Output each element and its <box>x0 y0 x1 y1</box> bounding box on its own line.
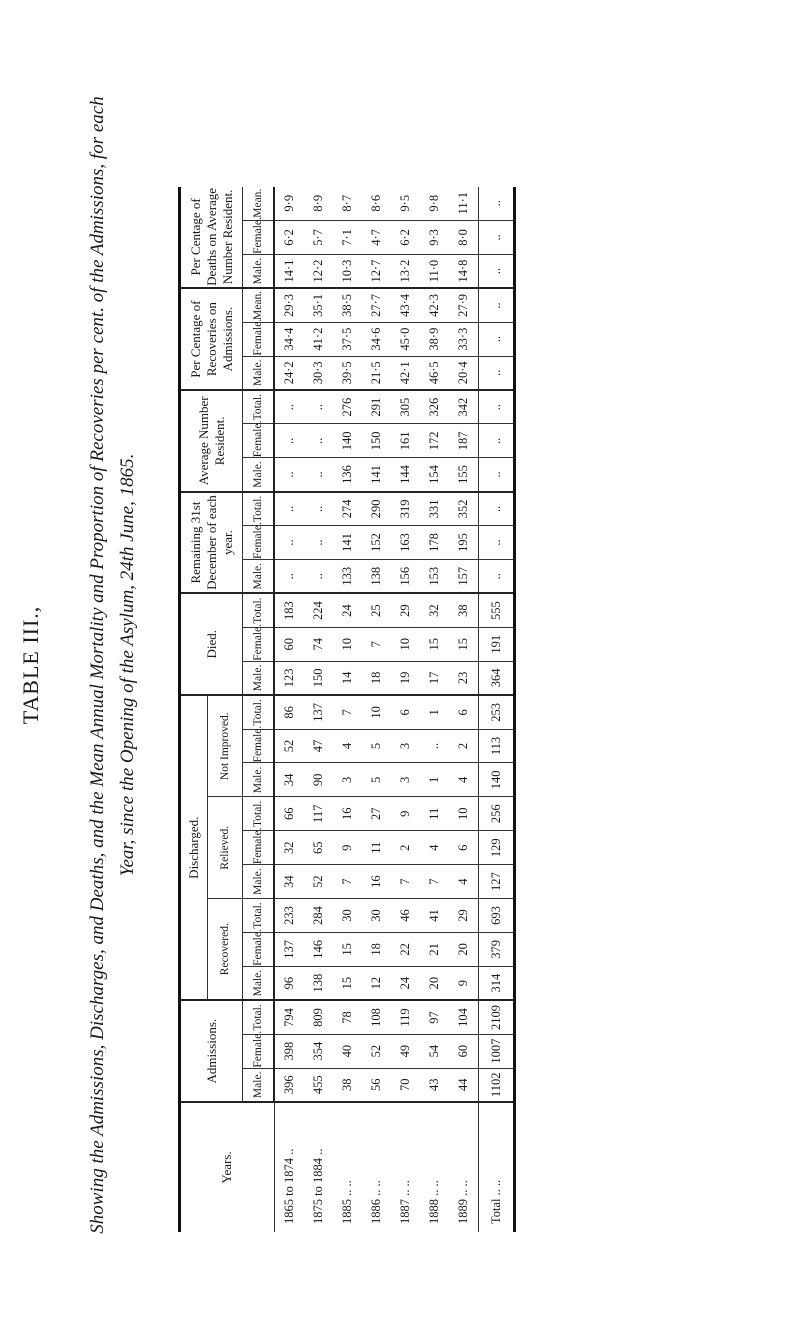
col-male: Male. <box>243 560 275 594</box>
value-cell: 30 <box>362 899 391 933</box>
col-female: Female. <box>243 1034 275 1068</box>
value-cell: 152 <box>362 526 391 560</box>
value-cell: 38 <box>449 593 479 627</box>
value-cell: 34·6 <box>362 322 391 356</box>
value-cell: 163 <box>391 526 420 560</box>
value-cell: 78 <box>333 1000 362 1034</box>
value-cell: 4 <box>420 831 449 865</box>
value-cell: 52 <box>304 865 333 899</box>
value-cell: 7 <box>391 865 420 899</box>
value-cell: .. <box>274 526 304 560</box>
value-cell: 314 <box>479 966 515 1000</box>
value-cell: 113 <box>479 729 515 763</box>
value-cell: 178 <box>420 526 449 560</box>
table-subtitle-line-1: Showing the Admissions, Discharges, and Deaths, and the Mean Annual Mortality and Proportion of Recoveries per cent. of the Admissions, for each <box>87 96 108 1234</box>
value-cell: 6·2 <box>391 220 420 254</box>
value-cell: .. <box>274 458 304 492</box>
value-cell: 24 <box>333 593 362 627</box>
value-cell: 74 <box>304 627 333 661</box>
died-header: Died. <box>180 593 243 695</box>
table-row <box>449 85 479 1233</box>
value-cell: 52 <box>362 1034 391 1068</box>
col-total: Total. <box>243 797 275 831</box>
value-cell: 117 <box>304 797 333 831</box>
value-cell: 326 <box>420 390 449 424</box>
value-cell: 47 <box>304 729 333 763</box>
table-row <box>391 85 420 1233</box>
value-cell: 9·5 <box>391 187 420 221</box>
value-cell: 9 <box>391 797 420 831</box>
col-male: Male. <box>243 966 275 1000</box>
value-cell: 693 <box>479 899 515 933</box>
col-total: Total. <box>243 390 275 424</box>
table-row <box>274 85 304 1233</box>
value-cell: 127 <box>479 865 515 899</box>
value-cell: 27 <box>362 797 391 831</box>
value-cell: 24 <box>391 966 420 1000</box>
value-cell: 10 <box>362 695 391 729</box>
value-cell: .. <box>479 254 515 288</box>
value-cell: 809 <box>304 1000 333 1034</box>
value-cell: 30 <box>333 899 362 933</box>
value-cell: 141 <box>362 458 391 492</box>
value-cell: 16 <box>362 865 391 899</box>
value-cell: 191 <box>479 627 515 661</box>
value-cell: 11·0 <box>420 254 449 288</box>
value-cell: 38·9 <box>420 322 449 356</box>
col-male: Male. <box>243 254 275 288</box>
value-cell: 4·7 <box>362 220 391 254</box>
value-cell: 23 <box>449 661 479 695</box>
value-cell: 379 <box>479 932 515 966</box>
value-cell: 56 <box>362 1068 391 1102</box>
value-cell: 2 <box>391 831 420 865</box>
value-cell: 18 <box>362 661 391 695</box>
value-cell: 133 <box>333 560 362 594</box>
value-cell: 352 <box>449 492 479 526</box>
value-cell: 20 <box>449 932 479 966</box>
value-cell: 32 <box>420 593 449 627</box>
value-cell: 21·5 <box>362 356 391 390</box>
value-cell: 9 <box>449 966 479 1000</box>
col-male: Male. <box>243 763 275 797</box>
value-cell: 4 <box>449 763 479 797</box>
value-cell: 136 <box>333 458 362 492</box>
value-cell: 22 <box>391 932 420 966</box>
value-cell: 8·0 <box>449 220 479 254</box>
value-cell: .. <box>479 458 515 492</box>
value-cell: 11 <box>420 797 449 831</box>
value-cell: 40 <box>333 1034 362 1068</box>
value-cell: 233 <box>274 899 304 933</box>
value-cell: 96 <box>274 966 304 1000</box>
value-cell: 5 <box>362 763 391 797</box>
col-male: Male. <box>243 1068 275 1102</box>
table-body <box>274 85 515 1233</box>
value-cell: 305 <box>391 390 420 424</box>
pct-recoveries-header: Per Centage of Recoveries on Admissions. <box>180 288 243 390</box>
value-cell: 29 <box>449 899 479 933</box>
value-cell: 2 <box>449 729 479 763</box>
value-cell: 35·1 <box>304 288 333 322</box>
statistics-table <box>178 84 516 1232</box>
value-cell: 7 <box>333 865 362 899</box>
value-cell: 38 <box>333 1068 362 1102</box>
value-cell: 5 <box>362 729 391 763</box>
col-male: Male. <box>243 458 275 492</box>
value-cell: .. <box>304 560 333 594</box>
value-cell: 140 <box>333 424 362 458</box>
value-cell: 256 <box>479 797 515 831</box>
value-cell: 2109 <box>479 1000 515 1034</box>
value-cell: 38·5 <box>333 288 362 322</box>
value-cell: 396 <box>274 1068 304 1102</box>
value-cell: 27·7 <box>362 288 391 322</box>
value-cell: 138 <box>304 966 333 1000</box>
table-subtitle-line-2: Year, since the Opening of the Asylum, 24th June, 1865. <box>117 453 138 877</box>
year-cell: 1886 .. .. <box>369 1180 383 1224</box>
value-cell: .. <box>479 322 515 356</box>
value-cell: 10·3 <box>333 254 362 288</box>
table-row <box>333 85 362 1233</box>
value-cell: .. <box>479 288 515 322</box>
col-total: Total. <box>243 899 275 933</box>
value-cell: .. <box>479 356 515 390</box>
col-female: Female. <box>243 526 275 560</box>
value-cell: 290 <box>362 492 391 526</box>
value-cell: 42·1 <box>391 356 420 390</box>
value-cell: 15 <box>333 966 362 1000</box>
value-cell: 34 <box>274 865 304 899</box>
value-cell: .. <box>479 492 515 526</box>
value-cell: 70 <box>391 1068 420 1102</box>
value-cell: 9·9 <box>274 187 304 221</box>
value-cell: 43·4 <box>391 288 420 322</box>
value-cell: 331 <box>420 492 449 526</box>
value-cell: 45·0 <box>391 322 420 356</box>
value-cell: 398 <box>274 1034 304 1068</box>
value-cell: 44 <box>449 1068 479 1102</box>
value-cell: 6 <box>391 695 420 729</box>
value-cell: 8·6 <box>362 187 391 221</box>
value-cell: 224 <box>304 593 333 627</box>
value-cell: 66 <box>274 797 304 831</box>
col-male: Male. <box>243 661 275 695</box>
value-cell: 7·1 <box>333 220 362 254</box>
value-cell: .. <box>274 492 304 526</box>
value-cell: 6·2 <box>274 220 304 254</box>
value-cell: 90 <box>304 763 333 797</box>
col-male: Male. <box>243 865 275 899</box>
value-cell: 9 <box>333 831 362 865</box>
value-cell: .. <box>304 492 333 526</box>
value-cell: 41 <box>420 899 449 933</box>
value-cell: 8·7 <box>333 187 362 221</box>
col-female: Female. <box>243 424 275 458</box>
total-row <box>479 85 515 1233</box>
value-cell: 1 <box>420 695 449 729</box>
value-cell: .. <box>479 390 515 424</box>
value-cell: 33·3 <box>449 322 479 356</box>
value-cell: 14·8 <box>449 254 479 288</box>
value-cell: 18 <box>362 932 391 966</box>
value-cell: 195 <box>449 526 479 560</box>
value-cell: 10 <box>449 797 479 831</box>
value-cell: 32 <box>274 831 304 865</box>
value-cell: 13·2 <box>391 254 420 288</box>
col-total: Total. <box>243 492 275 526</box>
value-cell: 29 <box>391 593 420 627</box>
value-cell: 342 <box>449 390 479 424</box>
value-cell: 65 <box>304 831 333 865</box>
value-cell: 46 <box>391 899 420 933</box>
value-cell: 155 <box>449 458 479 492</box>
value-cell: .. <box>274 560 304 594</box>
value-cell: 364 <box>479 661 515 695</box>
value-cell: 5·7 <box>304 220 333 254</box>
col-mean: Mean. <box>243 187 275 221</box>
value-cell: 354 <box>304 1034 333 1068</box>
recovered-header: Recovered. <box>208 899 243 1001</box>
value-cell: .. <box>479 220 515 254</box>
value-cell: 3 <box>333 763 362 797</box>
value-cell: .. <box>479 560 515 594</box>
value-cell: 1007 <box>479 1034 515 1068</box>
value-cell: 41·2 <box>304 322 333 356</box>
value-cell: 3 <box>391 763 420 797</box>
col-male: Male. <box>243 356 275 390</box>
years-header: Years. <box>180 1102 275 1232</box>
value-cell: 140 <box>479 763 515 797</box>
value-cell: 4 <box>333 729 362 763</box>
value-cell: 8·9 <box>304 187 333 221</box>
col-total: Total. <box>243 695 275 729</box>
value-cell: 24·2 <box>274 356 304 390</box>
value-cell: 11·1 <box>449 187 479 221</box>
value-cell: .. <box>479 187 515 221</box>
value-cell: 6 <box>449 695 479 729</box>
value-cell: 15 <box>333 932 362 966</box>
value-cell: 276 <box>333 390 362 424</box>
col-female: Female. <box>243 627 275 661</box>
value-cell: 6 <box>449 831 479 865</box>
value-cell: 794 <box>274 1000 304 1034</box>
year-cell: 1888 .. .. <box>427 1180 441 1224</box>
value-cell: .. <box>304 390 333 424</box>
value-cell: 37·5 <box>333 322 362 356</box>
value-cell: 187 <box>449 424 479 458</box>
value-cell: 9·3 <box>420 220 449 254</box>
value-cell: 146 <box>304 932 333 966</box>
value-cell: 42·3 <box>420 288 449 322</box>
value-cell: 253 <box>479 695 515 729</box>
value-cell: 154 <box>420 458 449 492</box>
value-cell: 12 <box>362 966 391 1000</box>
remaining-header: Remaining 31st December of each year. <box>180 492 243 594</box>
value-cell: 52 <box>274 729 304 763</box>
value-cell: 157 <box>449 560 479 594</box>
value-cell: 39·5 <box>333 356 362 390</box>
relieved-header: Relieved. <box>208 797 243 899</box>
value-cell: .. <box>304 458 333 492</box>
value-cell: 29·3 <box>274 288 304 322</box>
table-row <box>304 85 333 1233</box>
value-cell: 144 <box>391 458 420 492</box>
value-cell: 284 <box>304 899 333 933</box>
value-cell: .. <box>420 729 449 763</box>
value-cell: 4 <box>449 865 479 899</box>
value-cell: 156 <box>391 560 420 594</box>
value-cell: 1 <box>420 763 449 797</box>
value-cell: 86 <box>274 695 304 729</box>
table-row <box>420 85 449 1233</box>
value-cell: .. <box>304 424 333 458</box>
year-cell: 1885 .. .. <box>340 1180 354 1224</box>
value-cell: 14 <box>333 661 362 695</box>
value-cell: 123 <box>274 661 304 695</box>
year-cell: 1875 to 1884 .. <box>311 1148 325 1224</box>
value-cell: 21 <box>420 932 449 966</box>
value-cell: 161 <box>391 424 420 458</box>
value-cell: 60 <box>274 627 304 661</box>
value-cell: 119 <box>391 1000 420 1034</box>
year-cell: 1865 to 1874 .. <box>281 1148 296 1224</box>
col-female: Female. <box>243 729 275 763</box>
value-cell: 274 <box>333 492 362 526</box>
value-cell: 34·4 <box>274 322 304 356</box>
col-female: Female. <box>243 220 275 254</box>
discharged-header: Discharged. <box>180 695 208 1000</box>
value-cell: 54 <box>420 1034 449 1068</box>
value-cell: 141 <box>333 526 362 560</box>
value-cell: 15 <box>449 627 479 661</box>
value-cell: 104 <box>449 1000 479 1034</box>
value-cell: 319 <box>391 492 420 526</box>
value-cell: 455 <box>304 1068 333 1102</box>
value-cell: 30·3 <box>304 356 333 390</box>
value-cell: 43 <box>420 1068 449 1102</box>
col-female: Female. <box>243 932 275 966</box>
value-cell: 555 <box>479 593 515 627</box>
pct-deaths-header: Per Centage of Deaths on Average Number Resident. <box>180 187 243 289</box>
value-cell: 153 <box>420 560 449 594</box>
value-cell: 12·7 <box>362 254 391 288</box>
table-row <box>362 85 391 1233</box>
table-title: TABLE III., <box>18 605 43 725</box>
value-cell: .. <box>304 526 333 560</box>
year-cell: 1887 .. .. <box>398 1180 412 1224</box>
average-resident-header: Average Number Resident. <box>180 390 243 492</box>
col-female: Female. <box>243 831 275 865</box>
value-cell: 14·1 <box>274 254 304 288</box>
value-cell: 150 <box>362 424 391 458</box>
year-cell: 1889 .. .. <box>456 1180 470 1224</box>
not-improved-header: Not Improved. <box>208 695 243 797</box>
value-cell: .. <box>274 390 304 424</box>
value-cell: 27·9 <box>449 288 479 322</box>
value-cell: 7 <box>362 627 391 661</box>
value-cell: 3 <box>391 729 420 763</box>
col-mean: Mean. <box>243 288 275 322</box>
value-cell: 137 <box>274 932 304 966</box>
value-cell: 97 <box>420 1000 449 1034</box>
value-cell: 20 <box>420 966 449 1000</box>
value-cell: 49 <box>391 1034 420 1068</box>
value-cell: 7 <box>420 865 449 899</box>
col-female: Female. <box>243 322 275 356</box>
value-cell: .. <box>479 424 515 458</box>
value-cell: 25 <box>362 593 391 627</box>
value-cell: 11 <box>362 831 391 865</box>
value-cell: 10 <box>391 627 420 661</box>
value-cell: 291 <box>362 390 391 424</box>
col-total: Total. <box>243 1000 275 1034</box>
admissions-header: Admissions. <box>180 1000 243 1102</box>
value-cell: .. <box>274 424 304 458</box>
total-label: Total .. .. <box>479 1102 515 1232</box>
value-cell: 1102 <box>479 1068 515 1102</box>
value-cell: 19 <box>391 661 420 695</box>
value-cell: 9·8 <box>420 187 449 221</box>
value-cell: .. <box>479 526 515 560</box>
value-cell: 34 <box>274 763 304 797</box>
value-cell: 183 <box>274 593 304 627</box>
value-cell: 12·2 <box>304 254 333 288</box>
value-cell: 20·4 <box>449 356 479 390</box>
value-cell: 108 <box>362 1000 391 1034</box>
value-cell: 150 <box>304 661 333 695</box>
value-cell: 137 <box>304 695 333 729</box>
value-cell: 46·5 <box>420 356 449 390</box>
value-cell: 7 <box>333 695 362 729</box>
value-cell: 138 <box>362 560 391 594</box>
value-cell: 129 <box>479 831 515 865</box>
value-cell: 10 <box>333 627 362 661</box>
value-cell: 172 <box>420 424 449 458</box>
col-total: Total. <box>243 593 275 627</box>
value-cell: 16 <box>333 797 362 831</box>
value-cell: 15 <box>420 627 449 661</box>
value-cell: 60 <box>449 1034 479 1068</box>
value-cell: 17 <box>420 661 449 695</box>
